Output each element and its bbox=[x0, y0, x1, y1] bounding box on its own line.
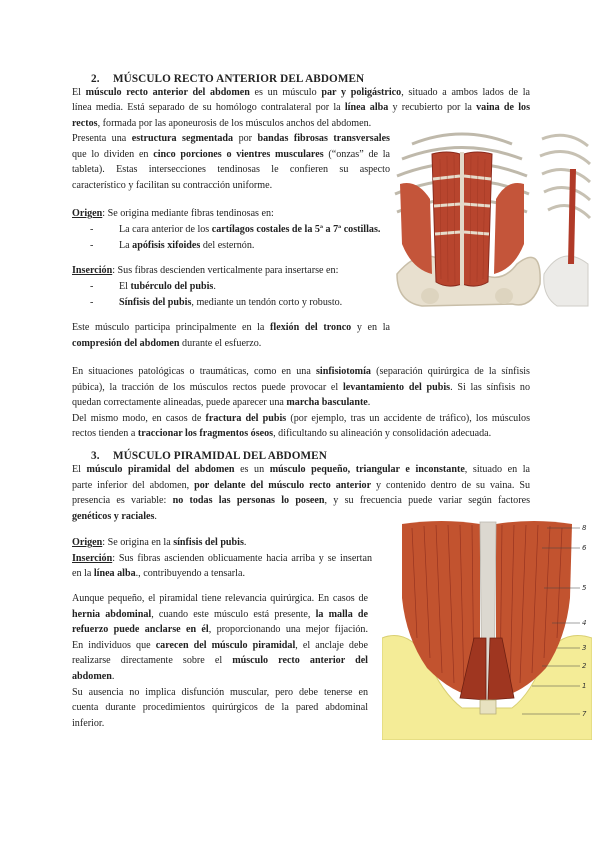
section2-heading bbox=[91, 73, 364, 85]
pyramidalis-figure bbox=[382, 518, 592, 740]
section2-insertion-list bbox=[90, 279, 400, 310]
figure-label: 8 bbox=[582, 524, 587, 532]
section2-intro: El músculo recto anterior del abdomen es un músculo par y poligástrico, situado a ambos lados de la bbox=[72, 87, 530, 98]
origin-label: Origen bbox=[72, 537, 103, 548]
rectus-abdominis-illustration bbox=[392, 124, 592, 309]
figure-label: 4 bbox=[582, 619, 587, 627]
figure-label: 5 bbox=[582, 584, 587, 592]
list-item: - Sínfisis del pubis, mediante un tendón corto y robusto. bbox=[90, 296, 343, 308]
section2-intro-line2: línea media. Está separado de su homólogo contralateral por la línea alba y recubierto por la vaina de los bbox=[72, 102, 530, 113]
section3-heading bbox=[91, 450, 327, 462]
insertion-label: Inserción bbox=[72, 265, 113, 276]
section3-title: MÚSCULO PIRAMIDAL DEL ABDOMEN bbox=[113, 450, 327, 462]
section2-insertion: Inserción: Sus fibras descienden verticalmente para insertarse en: bbox=[72, 265, 339, 276]
section2-origin-list bbox=[90, 222, 400, 253]
rectus-abdominis-figure bbox=[392, 124, 592, 309]
section3-origin-insertion: Origen: Se origina en la sínfisis del pubis. Inserción: Sus fibras ascienden oblicuamente hacia arriba y se insertan en la línea alba., contribuyendo a tensarla. bbox=[72, 537, 372, 580]
section2-title: MÚSCULO RECTO ANTERIOR DEL ABDOMEN bbox=[113, 73, 365, 85]
section3-clinical: Aunque pequeño, el piramidal tiene relevancia quirúrgica. En casos de hernia abdominal, cuando este músculo está presente, la malla de refuerzo puede anclarse en él, proporcionando una mejor fijación. En individuos que carecen del músculo piramidal, el anclaje debe realizarse directamente sobre el músculo recto anterior del abdomen. Su ausencia no implica disfunción muscular, pero debe tenerse en cuenta durante procedimientos quirúrgicos de la pared abdominal inferior. bbox=[72, 593, 368, 729]
figure-label: 2 bbox=[582, 662, 587, 670]
section2-number: 2. bbox=[91, 73, 100, 85]
origin-label: Origen bbox=[72, 208, 103, 219]
list-item: - La apófisis xifoides del esternón. bbox=[90, 239, 255, 251]
figure-label: 7 bbox=[582, 710, 587, 718]
section3-intro: El músculo piramidal del abdomen es un músculo pequeño, triangular e inconstante, situado en la parte inferior del abdomen, por delante del músculo recto anterior y contenido dentro de su vaina. Su presencia es variable: no todas las personas lo poseen, y su frecuencia puede variar según factores genéticos y raciales. bbox=[72, 464, 530, 522]
figure-label: 3 bbox=[582, 644, 587, 652]
section2-origin: Origen: Se origina mediante fibras tendinosas en: bbox=[72, 208, 274, 219]
section2-intro-line3: rectos, formada por las aponeurosis de los músculos anchos del abdomen. bbox=[72, 118, 372, 129]
list-item: - La cara anterior de los cartílagos costales de la 5ª a 7ª costillas. bbox=[90, 224, 381, 235]
figure-label: 1 bbox=[582, 682, 587, 690]
pyramidalis-illustration bbox=[382, 518, 592, 740]
list-item: - El tubérculo del pubis. bbox=[90, 281, 216, 292]
section2-pathology: En situaciones patológicas o traumáticas, como en una sinfisiotomía (separación quirúrgica de la sínfisis púbica), la tracción de los músculos rectos puede provocar el levantamiento del pubis. Si las sínfisis no quedan correctamente alineadas, puede aparecer una marcha basculante. Del mismo modo, en casos de fractura del pubis (por ejemplo, tras un accidente de tráfico), los músculos rectos tienden a traccionar los fragmentos óseos, dificultando su alineación y consolidación adecuada. bbox=[72, 366, 531, 440]
section2-structure: Presenta una estructura segmentada por bandas fibrosas transversales que lo dividen en cinco porciones o vientres musculares (“onzas” de la tableta). Estas intersecciones tendinosas le confieren su aspecto característico y facilitan su contracción uniforme. bbox=[72, 133, 391, 191]
insertion-label: Inserción bbox=[72, 552, 113, 564]
section3-number: 3. bbox=[91, 450, 100, 462]
figure-label: 6 bbox=[582, 544, 587, 552]
section2-function: Este músculo participa principalmente en la flexión del tronco y en la compresión del abdomen durante el esfuerzo. bbox=[72, 322, 390, 349]
